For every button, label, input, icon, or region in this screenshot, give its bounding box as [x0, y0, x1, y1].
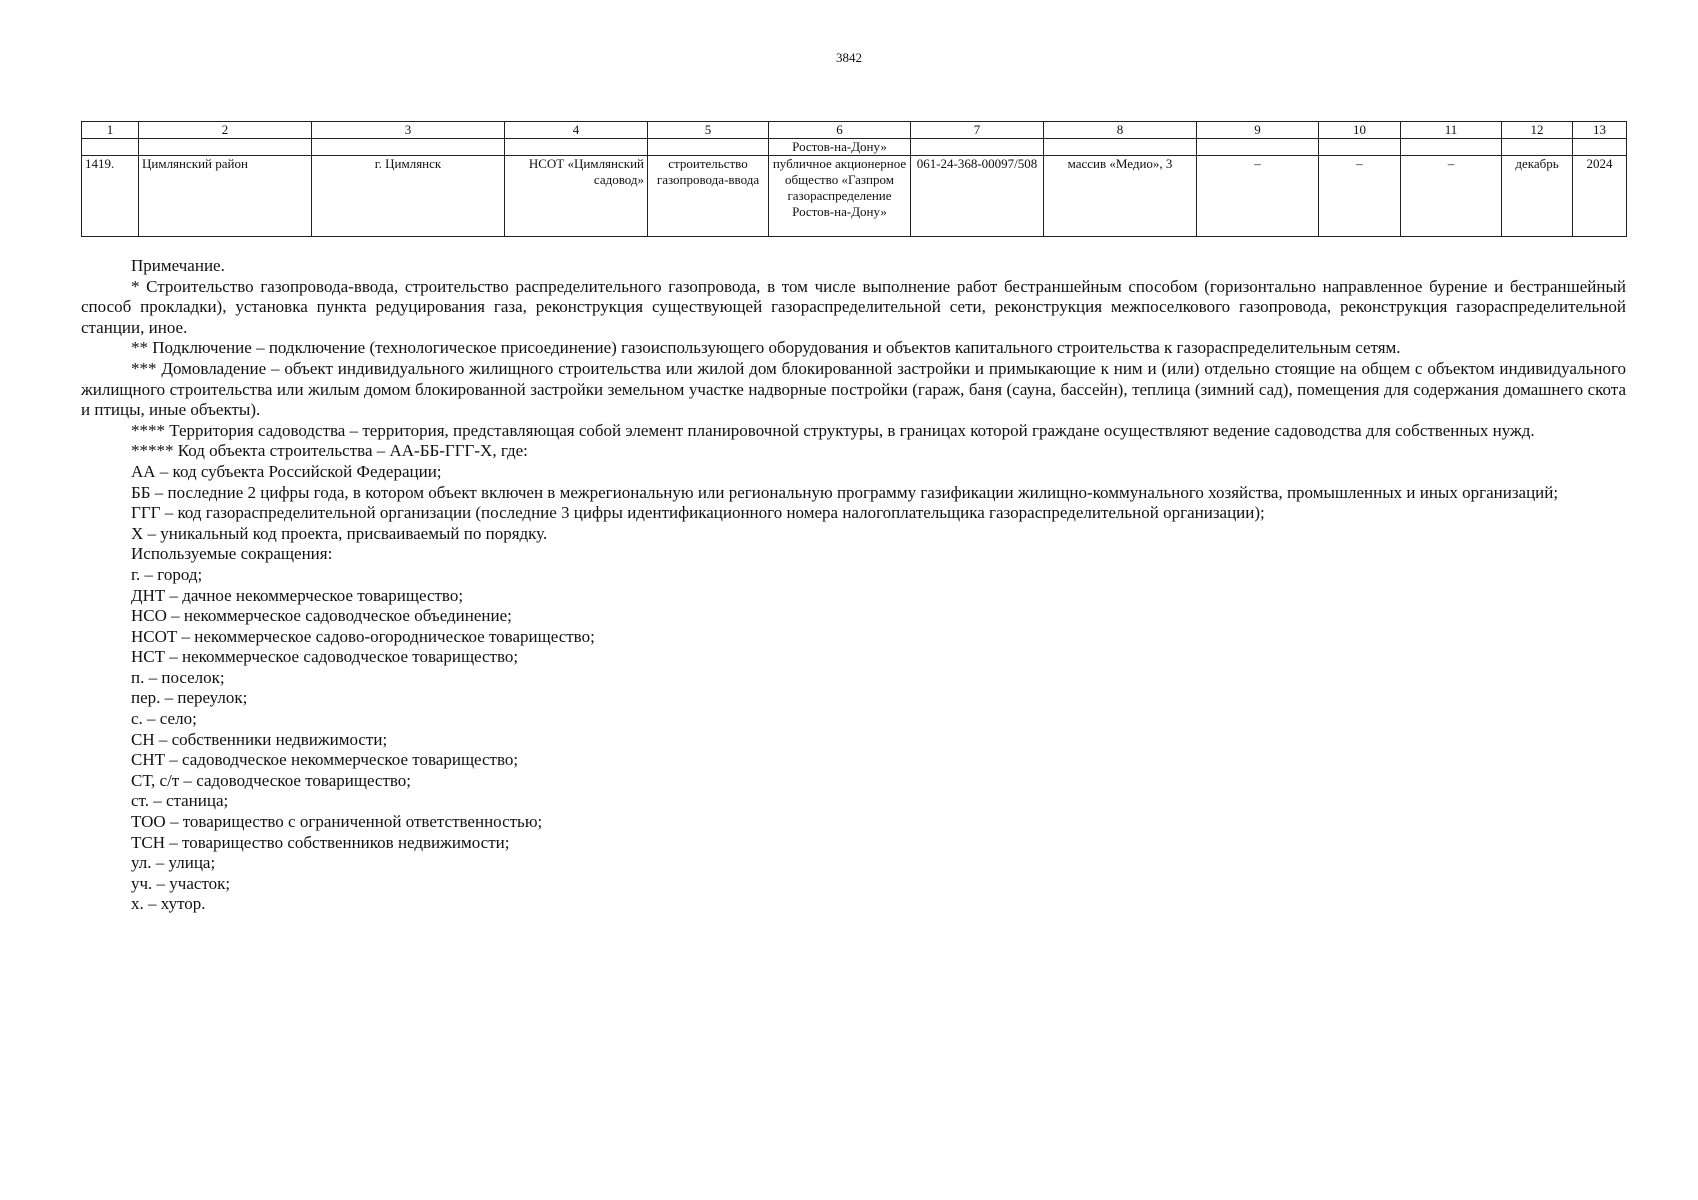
header-cell: 6	[769, 122, 911, 139]
abbreviation-item: СНТ – садоводческое некоммерческое товарищество;	[131, 750, 519, 770]
header-cell: 10	[1319, 122, 1401, 139]
table-header-row	[82, 122, 1627, 139]
header-cell: 7	[911, 122, 1044, 139]
row-object-code: 061-24-368-00097/508	[911, 156, 1044, 237]
code-bb: ББ – последние 2 цифры года, в котором объект включен в межрегиональную или региональную программу газификации жилищно-коммунального хозяйства, промышленных и иных организаций;	[131, 482, 1559, 502]
note-household: *** Домовладение – объект индивидуального жилищного строительства или жилой дом блокированной застройки и примыкающие к ним и (или) отдельно стоящие на общем с объектом индивидуального жилищного строительства или жилым домом блокированной застройки земельном участке надворные постройки (гараж, баня (сауна, бассейн), теплица (зимний сад), помещения для содержания домашнего скота и птицы, иные объекты).	[81, 358, 1626, 420]
row-address: массив «Медио», 3	[1044, 156, 1197, 237]
table-cell	[1319, 139, 1401, 156]
abbreviation-item: НСОТ – некоммерческое садово-огородническое товарищество;	[131, 626, 595, 646]
header-cell: 1	[82, 122, 139, 139]
abbreviations-title: Используемые сокращения:	[131, 544, 333, 564]
row-col10: –	[1319, 156, 1401, 237]
row-number: 1419.	[82, 156, 139, 237]
table-cell	[1502, 139, 1573, 156]
note-gardening-territory: **** Территория садоводства – территория, представляющая собой элемент планировочной структуры, в границах которой граждане осуществляют ведение садоводства для собственных нужд.	[131, 420, 1535, 440]
table-cell	[1044, 139, 1197, 156]
code-aa: АА – код субъекта Российской Федерации;	[131, 461, 442, 481]
row-district: Цимлянский район	[139, 156, 312, 237]
row-col9: –	[1197, 156, 1319, 237]
table-cell	[505, 139, 648, 156]
header-cell: 8	[1044, 122, 1197, 139]
table-cell	[648, 139, 769, 156]
code-ggg: ГГГ – код газораспределительной организации (последние 3 цифры идентификационного номера налогоплательщика газораспределительной организации);	[131, 503, 1265, 523]
row-year: 2024	[1573, 156, 1627, 237]
header-cell: 12	[1502, 122, 1573, 139]
row-month: декабрь	[1502, 156, 1573, 237]
abbreviation-item: НСТ – некоммерческое садоводческое товарищество;	[131, 647, 519, 667]
table-cell	[82, 139, 139, 156]
table-cell	[1573, 139, 1627, 156]
abbreviation-item: г. – город;	[131, 564, 203, 584]
abbreviation-item: СН – собственники недвижимости;	[131, 729, 388, 749]
table-cell	[312, 139, 505, 156]
row-col11: –	[1401, 156, 1502, 237]
header-cell: 3	[312, 122, 505, 139]
notes-section	[81, 256, 1626, 915]
abbreviation-item: уч. – участок;	[131, 873, 231, 893]
table-continuation-row	[82, 139, 1627, 156]
note-connection: ** Подключение – подключение (технологическое присоединение) газоиспользующего оборудования и объектов капитального строительства к газораспределительным сетям.	[131, 338, 1401, 358]
code-x: Х – уникальный код проекта, присваиваемый по порядку.	[131, 523, 548, 543]
table-cell	[911, 139, 1044, 156]
header-cell: 4	[505, 122, 648, 139]
abbreviation-item: с. – село;	[131, 709, 197, 729]
header-cell: 9	[1197, 122, 1319, 139]
row-locality: г. Цимлянск	[312, 156, 505, 237]
header-cell: 5	[648, 122, 769, 139]
abbreviation-item: НСО – некоммерческое садоводческое объединение;	[131, 606, 512, 626]
table-row	[82, 156, 1627, 237]
note-construction: * Строительство газопровода-ввода, строительство распределительного газопровода, в том числе выполнение работ бестраншейным способом (горизонтально направленное бурение и бестраншейный способ прокладки), установка пункта редуцирования газа, реконструкция существующей газораспределительной сети, реконструкция межпоселкового газопровода, реконструкция газораспределительной станции, иное.	[81, 276, 1626, 337]
row-organization: публичное акционерное общество «Газпром газораспределение Ростов-на-Дону»	[769, 156, 911, 237]
abbreviation-item: ТОО – товарищество с ограниченной ответственностью;	[131, 812, 543, 832]
abbreviation-item: ст. – станица;	[131, 791, 229, 811]
notes-title: Примечание.	[131, 256, 225, 275]
abbreviation-item: ТСН – товарищество собственников недвижимости;	[131, 832, 510, 852]
note-object-code: ***** Код объекта строительства – АА-ББ-ГГГ-Х, где:	[131, 441, 528, 461]
abbreviation-item: ул. – улица;	[131, 853, 216, 873]
abbreviation-item: ДНТ – дачное некоммерческое товарищество;	[131, 585, 464, 605]
header-cell: 2	[139, 122, 312, 139]
header-cell: 13	[1573, 122, 1627, 139]
table-cell	[1197, 139, 1319, 156]
program-table	[81, 121, 1627, 237]
table-cell	[139, 139, 312, 156]
abbreviation-item: п. – поселок;	[131, 667, 225, 687]
row-territory: НСОТ «Цимлянский садовод»	[505, 156, 648, 237]
abbreviation-item: пер. – переулок;	[131, 688, 248, 708]
abbreviation-item: СТ, с/т – садоводческое товарищество;	[131, 770, 412, 790]
row-work: строительство газопровода-ввода	[648, 156, 769, 237]
table-cell	[1401, 139, 1502, 156]
table-cell: Ростов-на-Дону»	[769, 139, 911, 156]
page-number: 3842	[836, 50, 862, 65]
header-cell: 11	[1401, 122, 1502, 139]
abbreviation-item: х. – хутор.	[131, 894, 206, 914]
